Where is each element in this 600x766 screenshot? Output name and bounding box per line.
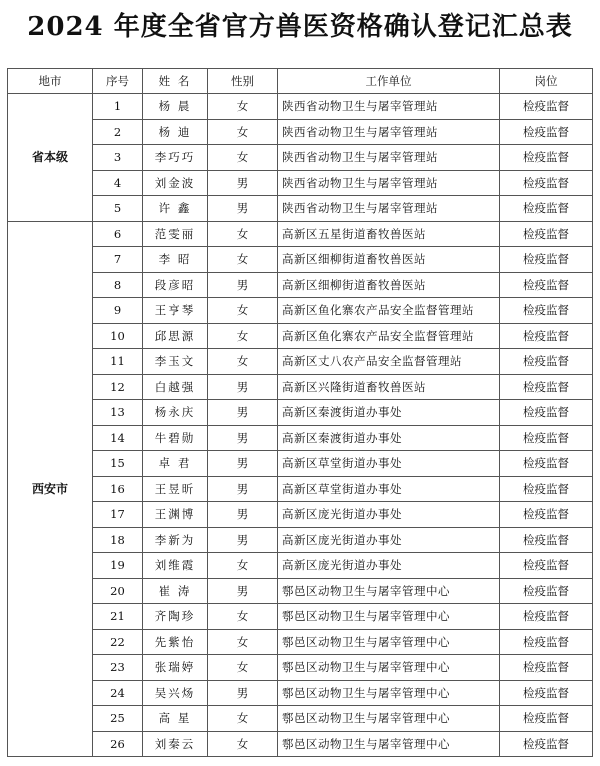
header-gender: 性别 bbox=[208, 69, 278, 94]
table-row bbox=[8, 425, 593, 451]
work-unit: 鄠邑区动物卫生与屠宰管理中心 bbox=[278, 731, 500, 757]
person-name: 刘维霞 bbox=[143, 553, 208, 579]
row-number: 20 bbox=[93, 578, 143, 604]
person-name: 先紫怡 bbox=[143, 629, 208, 655]
person-name: 杨永庆 bbox=[143, 400, 208, 426]
gender: 女 bbox=[208, 298, 278, 324]
post: 检疫监督 bbox=[500, 629, 593, 655]
person-name: 许 鑫 bbox=[143, 196, 208, 222]
table-row bbox=[8, 451, 593, 477]
post: 检疫监督 bbox=[500, 680, 593, 706]
row-number: 7 bbox=[93, 247, 143, 273]
work-unit: 鄠邑区动物卫生与屠宰管理中心 bbox=[278, 706, 500, 732]
work-unit: 高新区草堂街道办事处 bbox=[278, 451, 500, 477]
row-number: 16 bbox=[93, 476, 143, 502]
registration-table bbox=[7, 68, 593, 757]
post: 检疫监督 bbox=[500, 527, 593, 553]
person-name: 王渊博 bbox=[143, 502, 208, 528]
header-region: 地市 bbox=[8, 69, 93, 94]
person-name: 邱思源 bbox=[143, 323, 208, 349]
row-number: 21 bbox=[93, 604, 143, 630]
gender: 女 bbox=[208, 629, 278, 655]
work-unit: 高新区鱼化寨农产品安全监督管理站 bbox=[278, 323, 500, 349]
gender: 女 bbox=[208, 655, 278, 681]
row-number: 2 bbox=[93, 119, 143, 145]
page-title: 2024 年度全省官方兽医资格确认登记汇总表 bbox=[27, 12, 573, 42]
gender: 男 bbox=[208, 400, 278, 426]
table-body bbox=[8, 94, 593, 757]
row-number: 14 bbox=[93, 425, 143, 451]
row-number: 8 bbox=[93, 272, 143, 298]
person-name: 卓 君 bbox=[143, 451, 208, 477]
post: 检疫监督 bbox=[500, 706, 593, 732]
row-number: 12 bbox=[93, 374, 143, 400]
table-row bbox=[8, 94, 593, 120]
table-row bbox=[8, 145, 593, 171]
row-number: 13 bbox=[93, 400, 143, 426]
work-unit: 高新区草堂街道办事处 bbox=[278, 476, 500, 502]
row-number: 3 bbox=[93, 145, 143, 171]
table-row bbox=[8, 119, 593, 145]
region-cell: 西安市 bbox=[8, 221, 93, 757]
work-unit: 陕西省动物卫生与屠宰管理站 bbox=[278, 196, 500, 222]
gender: 男 bbox=[208, 272, 278, 298]
post: 检疫监督 bbox=[500, 502, 593, 528]
row-number: 23 bbox=[93, 655, 143, 681]
post: 检疫监督 bbox=[500, 170, 593, 196]
table-row bbox=[8, 502, 593, 528]
row-number: 15 bbox=[93, 451, 143, 477]
table-row bbox=[8, 578, 593, 604]
person-name: 李玉文 bbox=[143, 349, 208, 375]
table-row bbox=[8, 221, 593, 247]
work-unit: 鄠邑区动物卫生与屠宰管理中心 bbox=[278, 680, 500, 706]
work-unit: 高新区秦渡街道办事处 bbox=[278, 425, 500, 451]
work-unit: 鄠邑区动物卫生与屠宰管理中心 bbox=[278, 604, 500, 630]
post: 检疫监督 bbox=[500, 731, 593, 757]
table-row bbox=[8, 374, 593, 400]
gender: 女 bbox=[208, 349, 278, 375]
person-name: 齐陶珍 bbox=[143, 604, 208, 630]
row-number: 26 bbox=[93, 731, 143, 757]
table-row bbox=[8, 629, 593, 655]
header-name: 姓 名 bbox=[143, 69, 208, 94]
table-row bbox=[8, 272, 593, 298]
person-name: 李 昭 bbox=[143, 247, 208, 273]
post: 检疫监督 bbox=[500, 145, 593, 171]
person-name: 范雯丽 bbox=[143, 221, 208, 247]
row-number: 1 bbox=[93, 94, 143, 120]
person-name: 高 星 bbox=[143, 706, 208, 732]
post: 检疫监督 bbox=[500, 476, 593, 502]
work-unit: 高新区秦渡街道办事处 bbox=[278, 400, 500, 426]
work-unit: 鄠邑区动物卫生与屠宰管理中心 bbox=[278, 629, 500, 655]
work-unit: 高新区五星街道畜牧兽医站 bbox=[278, 221, 500, 247]
person-name: 崔 涛 bbox=[143, 578, 208, 604]
work-unit: 高新区鱼化寨农产品安全监督管理站 bbox=[278, 298, 500, 324]
gender: 男 bbox=[208, 374, 278, 400]
work-unit: 陕西省动物卫生与屠宰管理站 bbox=[278, 94, 500, 120]
table-row bbox=[8, 680, 593, 706]
post: 检疫监督 bbox=[500, 451, 593, 477]
work-unit: 高新区庞光街道办事处 bbox=[278, 527, 500, 553]
table-row bbox=[8, 553, 593, 579]
gender: 女 bbox=[208, 145, 278, 171]
gender: 男 bbox=[208, 196, 278, 222]
row-number: 9 bbox=[93, 298, 143, 324]
person-name: 李巧巧 bbox=[143, 145, 208, 171]
row-number: 6 bbox=[93, 221, 143, 247]
row-number: 11 bbox=[93, 349, 143, 375]
person-name: 张瑞婷 bbox=[143, 655, 208, 681]
post: 检疫监督 bbox=[500, 604, 593, 630]
header-number: 序号 bbox=[93, 69, 143, 94]
row-number: 22 bbox=[93, 629, 143, 655]
row-number: 19 bbox=[93, 553, 143, 579]
work-unit: 高新区庞光街道办事处 bbox=[278, 502, 500, 528]
row-number: 17 bbox=[93, 502, 143, 528]
row-number: 25 bbox=[93, 706, 143, 732]
table-row bbox=[8, 400, 593, 426]
row-number: 4 bbox=[93, 170, 143, 196]
post: 检疫监督 bbox=[500, 349, 593, 375]
work-unit: 高新区庞光街道办事处 bbox=[278, 553, 500, 579]
table-header-row bbox=[8, 69, 593, 94]
table-row bbox=[8, 298, 593, 324]
gender: 女 bbox=[208, 553, 278, 579]
post: 检疫监督 bbox=[500, 374, 593, 400]
person-name: 杨 晨 bbox=[143, 94, 208, 120]
work-unit: 鄠邑区动物卫生与屠宰管理中心 bbox=[278, 578, 500, 604]
gender: 女 bbox=[208, 247, 278, 273]
gender: 男 bbox=[208, 680, 278, 706]
post: 检疫监督 bbox=[500, 425, 593, 451]
gender: 男 bbox=[208, 527, 278, 553]
person-name: 牛碧勋 bbox=[143, 425, 208, 451]
table-row bbox=[8, 655, 593, 681]
header-work-unit: 工作单位 bbox=[278, 69, 500, 94]
work-unit: 高新区丈八农产品安全监督管理站 bbox=[278, 349, 500, 375]
person-name: 王亨琴 bbox=[143, 298, 208, 324]
gender: 男 bbox=[208, 578, 278, 604]
gender: 女 bbox=[208, 94, 278, 120]
table-row bbox=[8, 706, 593, 732]
row-number: 18 bbox=[93, 527, 143, 553]
table-row bbox=[8, 247, 593, 273]
header-post: 岗位 bbox=[500, 69, 593, 94]
work-unit: 陕西省动物卫生与屠宰管理站 bbox=[278, 119, 500, 145]
gender: 女 bbox=[208, 323, 278, 349]
person-name: 白越强 bbox=[143, 374, 208, 400]
gender: 女 bbox=[208, 706, 278, 732]
post: 检疫监督 bbox=[500, 578, 593, 604]
person-name: 段彦昭 bbox=[143, 272, 208, 298]
row-number: 5 bbox=[93, 196, 143, 222]
post: 检疫监督 bbox=[500, 553, 593, 579]
post: 检疫监督 bbox=[500, 221, 593, 247]
gender: 男 bbox=[208, 425, 278, 451]
gender: 男 bbox=[208, 476, 278, 502]
table-row bbox=[8, 196, 593, 222]
gender: 女 bbox=[208, 731, 278, 757]
post: 检疫监督 bbox=[500, 400, 593, 426]
table-row bbox=[8, 323, 593, 349]
table-row bbox=[8, 170, 593, 196]
region-cell: 省本级 bbox=[8, 94, 93, 222]
table-row bbox=[8, 527, 593, 553]
work-unit: 陕西省动物卫生与屠宰管理站 bbox=[278, 145, 500, 171]
person-name: 王昱昕 bbox=[143, 476, 208, 502]
person-name: 李新为 bbox=[143, 527, 208, 553]
work-unit: 高新区细柳街道畜牧兽医站 bbox=[278, 247, 500, 273]
table-row bbox=[8, 604, 593, 630]
gender: 男 bbox=[208, 502, 278, 528]
post: 检疫监督 bbox=[500, 655, 593, 681]
post: 检疫监督 bbox=[500, 247, 593, 273]
table-row bbox=[8, 731, 593, 757]
post: 检疫监督 bbox=[500, 323, 593, 349]
gender: 女 bbox=[208, 119, 278, 145]
post: 检疫监督 bbox=[500, 94, 593, 120]
table-row bbox=[8, 476, 593, 502]
work-unit: 高新区兴隆街道畜牧兽医站 bbox=[278, 374, 500, 400]
person-name: 吴兴炀 bbox=[143, 680, 208, 706]
post: 检疫监督 bbox=[500, 196, 593, 222]
gender: 男 bbox=[208, 451, 278, 477]
work-unit: 鄠邑区动物卫生与屠宰管理中心 bbox=[278, 655, 500, 681]
gender: 女 bbox=[208, 604, 278, 630]
person-name: 刘金波 bbox=[143, 170, 208, 196]
row-number: 24 bbox=[93, 680, 143, 706]
post: 检疫监督 bbox=[500, 298, 593, 324]
work-unit: 高新区细柳街道畜牧兽医站 bbox=[278, 272, 500, 298]
post: 检疫监督 bbox=[500, 119, 593, 145]
person-name: 杨 迪 bbox=[143, 119, 208, 145]
gender: 男 bbox=[208, 170, 278, 196]
person-name: 刘秦云 bbox=[143, 731, 208, 757]
work-unit: 陕西省动物卫生与屠宰管理站 bbox=[278, 170, 500, 196]
post: 检疫监督 bbox=[500, 272, 593, 298]
table-row bbox=[8, 349, 593, 375]
row-number: 10 bbox=[93, 323, 143, 349]
gender: 女 bbox=[208, 221, 278, 247]
